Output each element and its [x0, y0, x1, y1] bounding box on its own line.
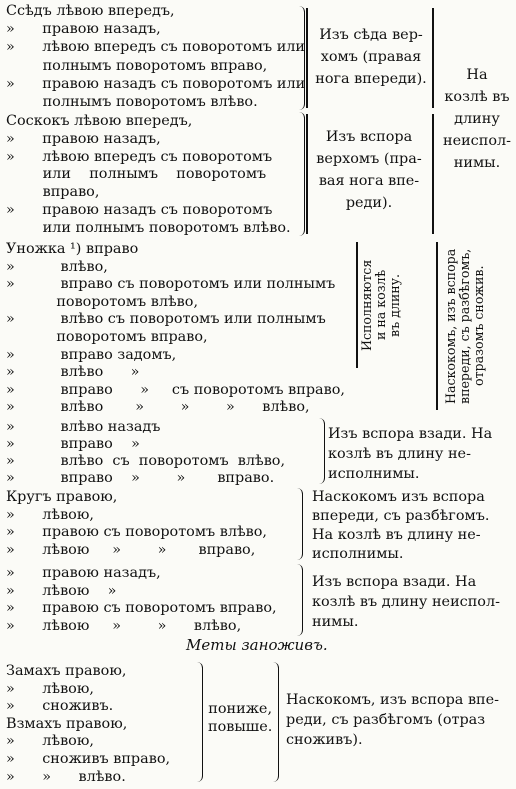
- text-line: » правою назадъ,: [6, 565, 161, 581]
- krug-brace: [296, 488, 303, 560]
- zamakh-brace-1: [196, 662, 203, 782]
- unozhka-rule-1: [356, 242, 358, 368]
- text-line: » влѣво »: [6, 364, 140, 381]
- zamakh-brace-2: [272, 662, 279, 782]
- text-line: » вправо съ поворотомъ или полнымъ: [6, 276, 336, 293]
- text-line: полнымъ поворотомъ вправо,: [6, 57, 268, 74]
- text-line: » правою съ поворотомъ вправо,: [6, 600, 277, 617]
- text-line: Кругъ правою,: [6, 489, 118, 505]
- text-line: » правою съ поворотомъ влѣво,: [6, 524, 267, 541]
- text-line: » » влѣво.: [6, 768, 126, 785]
- soskok-rule-left: [306, 114, 308, 234]
- krug-back-note: Изъ вспора взади. На козлѣ въ длину неиспол- нимы.: [312, 574, 500, 630]
- text-line: » правою назадъ съ поворотомъ: [6, 202, 273, 218]
- text-line: » лѣвою,: [6, 680, 94, 697]
- soskok-brace: [298, 112, 305, 236]
- ssed-brace: [298, 6, 305, 110]
- text-line: » лѣвою »: [6, 582, 117, 599]
- zamakh-mid: пониже, повыше.: [208, 701, 273, 735]
- text-line: » вправо »: [6, 436, 140, 452]
- text-line: » сноживъ.: [6, 698, 114, 715]
- text-line: Ссѣдъ лѣвою впередъ,: [6, 3, 175, 19]
- text-line: » сноживъ вправо,: [6, 751, 171, 767]
- text-line: » правою назадъ съ поворотомъ или: [6, 75, 306, 92]
- text-line: » влѣво,: [6, 258, 108, 275]
- text-line: Замахъ правою,: [6, 663, 127, 679]
- krug-back-brace: [296, 564, 303, 636]
- text-line: » лѣвою впередъ съ поворотомъ: [6, 148, 273, 165]
- text-line: » правою назадъ,: [6, 130, 161, 147]
- text-line: » влѣво съ поворотомъ влѣво,: [6, 453, 286, 469]
- unozhka-rule-2: [436, 242, 438, 410]
- text-line: поворотомъ вправо,: [6, 329, 208, 345]
- text-line: » лѣвою,: [6, 506, 94, 523]
- text-line: или полнымъ поворотомъ влѣво.: [6, 219, 291, 236]
- text-line: » лѣвою впередъ съ поворотомъ или: [6, 39, 306, 56]
- section-heading: Меты заноживъ.: [186, 636, 328, 654]
- text-line: » влѣво » » » влѣво,: [6, 399, 310, 416]
- text-line: поворотомъ влѣво,: [6, 293, 199, 310]
- text-line: вправо,: [6, 184, 100, 201]
- text-line: » влѣво назадъ: [6, 419, 161, 435]
- text-line: или полнымъ поворотомъ: [6, 166, 267, 183]
- krug-note: Наскокомъ изъ вспора впереди, съ разбѣгомъ. На козлѣ въ длину не- исполнимы.: [312, 489, 490, 562]
- text-line: » влѣво съ поворотомъ или полнымъ: [6, 311, 326, 328]
- text-line: » лѣвою » » вправо,: [6, 541, 256, 558]
- text-line: » лѣвою,: [6, 733, 94, 750]
- zamakh-note: Наскокомъ, изъ вспора впе- реди, съ разбѣгомъ (отраз сноживъ).: [286, 692, 500, 748]
- text-line: полнымъ поворотомъ влѣво.: [6, 94, 258, 110]
- soskok-rule-right: [432, 114, 434, 234]
- text-line: » вправо » » вправо.: [6, 470, 275, 486]
- ssed-rule-right: [432, 8, 434, 108]
- ssed-rule-left: [306, 8, 308, 108]
- unozhka-back-brace: [318, 418, 325, 484]
- text-line: Соскокъ лѣвою впередъ,: [6, 113, 193, 129]
- soskok-note: Изъ вспора верхомъ (пра- вая нога впе- реди).: [316, 129, 422, 211]
- text-line: » правою назадъ,: [6, 21, 161, 38]
- unozhka-vertical-note-2: Наскокомъ, изъ вспора впереди, съ разбѣгомъ, отразомъ сножив.: [443, 248, 486, 404]
- text-line: » лѣвою » » влѣво,: [6, 617, 242, 634]
- side-note-1: На козлѣ въ длину неиспол- нимы.: [442, 67, 512, 171]
- text-line: » вправо » съ поворотомъ вправо,: [6, 381, 345, 398]
- text-line: Уножка ¹) вправо: [6, 241, 139, 257]
- text-line: » вправо задомъ,: [6, 346, 177, 363]
- text-line: Взмахъ правою,: [6, 715, 128, 732]
- unozhka-back-note: Изъ вспора взади. На козлѣ въ длину не- исполнимы.: [328, 426, 493, 482]
- ssed-note: Изъ сѣда вер- хомъ (правая нога впереди).: [315, 27, 427, 87]
- unozhka-vertical-note: Исполняются и на козлѣ въ длину.: [359, 259, 402, 351]
